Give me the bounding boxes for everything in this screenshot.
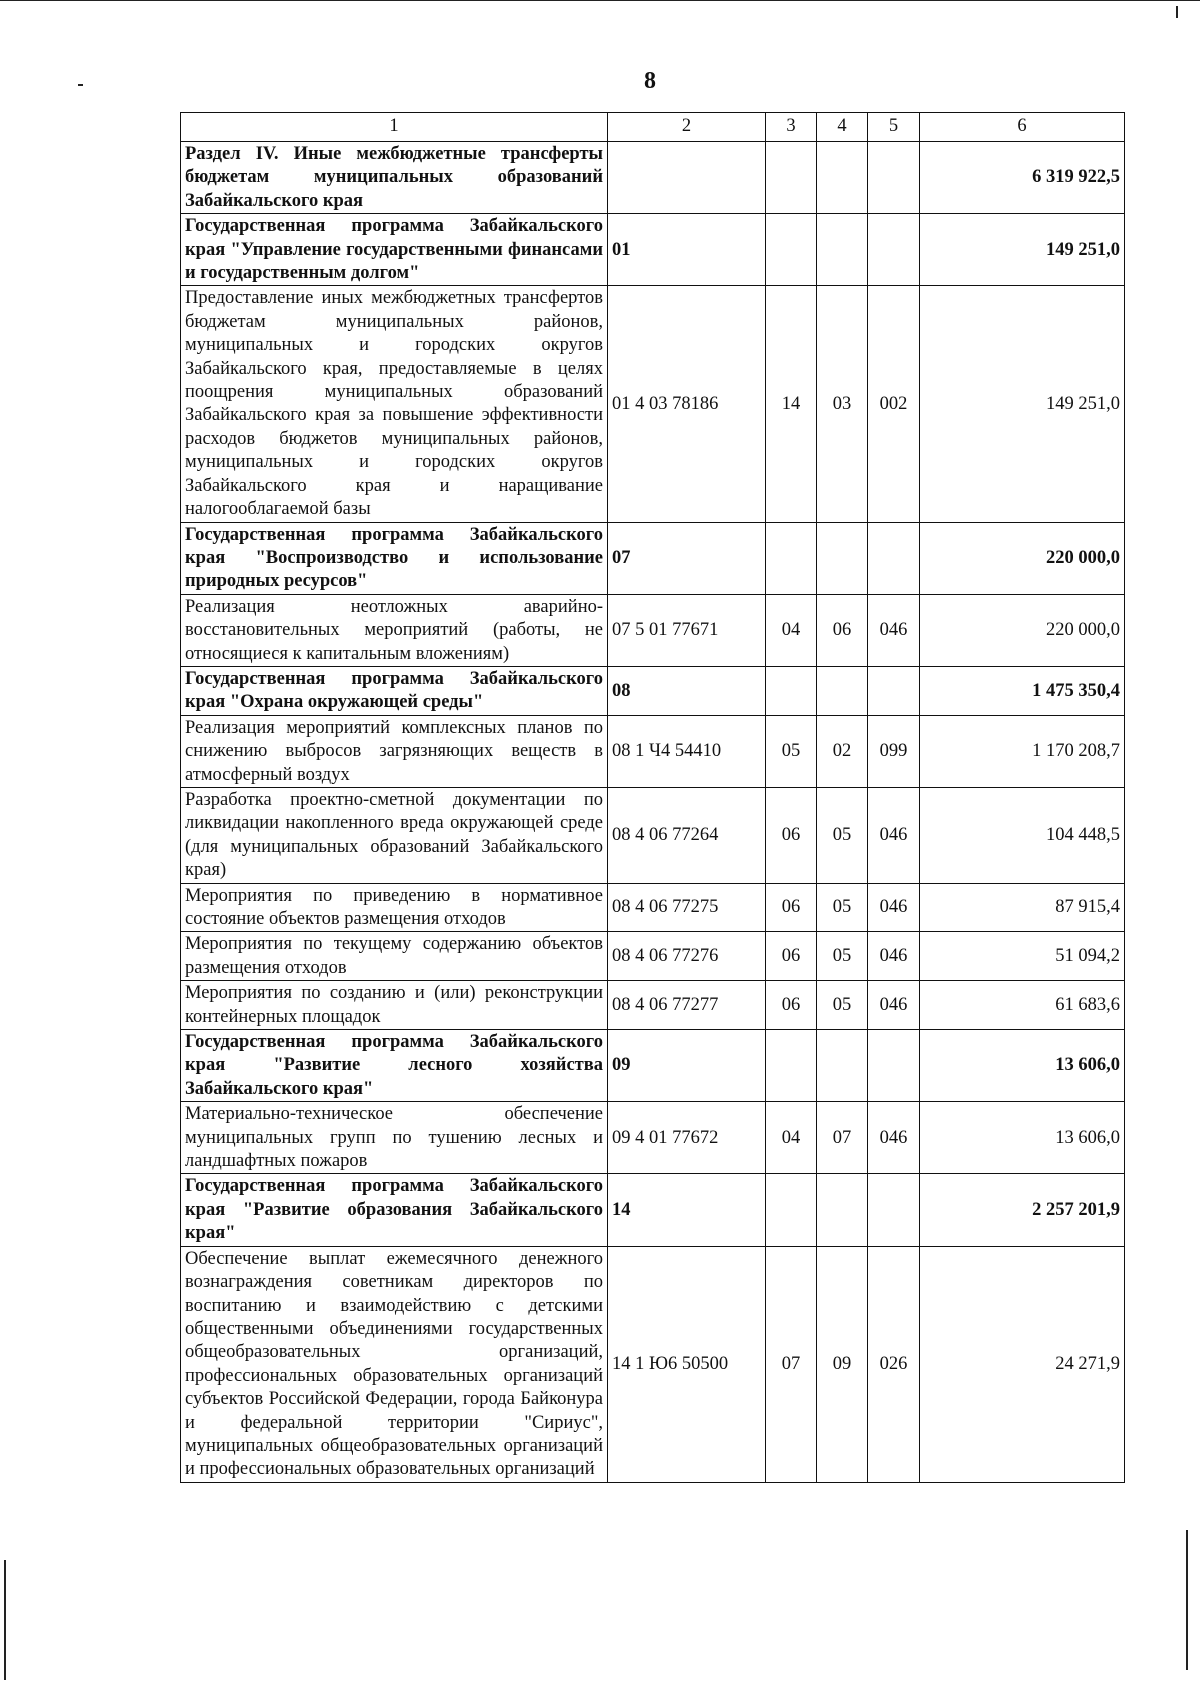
table-row <box>181 883 1125 932</box>
row-col3-cell <box>766 1174 817 1246</box>
scan-mark <box>78 84 83 86</box>
table-row <box>181 214 1125 286</box>
row-sum-cell: 1 475 350,4 <box>920 666 1125 715</box>
row-sum-cell: 2 257 201,9 <box>920 1174 1125 1246</box>
row-col5-cell <box>868 666 920 715</box>
row-col3-cell <box>766 214 817 286</box>
row-col3-cell: 06 <box>766 981 817 1030</box>
table-row <box>181 1030 1125 1102</box>
row-code-cell: 08 <box>608 666 766 715</box>
row-code-cell: 08 4 06 77276 <box>608 932 766 981</box>
row-code-cell: 08 4 06 77277 <box>608 981 766 1030</box>
scan-mark <box>1186 1530 1188 1670</box>
row-code-cell: 14 1 Ю6 50500 <box>608 1246 766 1482</box>
row-name-cell: Обеспечение выплат ежемесячного денежного вознаграждения советникам директоров по воспитанию и взаимодействию с детскими общественными объединениями государственных общеобразовательных организаций, профессиональных образовательных организаций субъектов Российской Федерации, города Байконура и федеральной территории "Сириус", муниципальных общеобразовательных организаций и профессиональных образовательных организаций <box>181 1246 608 1482</box>
table-row <box>181 666 1125 715</box>
row-code-cell: 07 <box>608 522 766 594</box>
row-code-cell: 14 <box>608 1174 766 1246</box>
row-col3-cell: 04 <box>766 1102 817 1174</box>
row-col4-cell: 02 <box>817 715 868 787</box>
row-sum-cell: 149 251,0 <box>920 214 1125 286</box>
row-col4-cell: 09 <box>817 1246 868 1482</box>
row-col5-cell: 046 <box>868 787 920 883</box>
row-col3-cell: 06 <box>766 883 817 932</box>
row-col5-cell: 046 <box>868 1102 920 1174</box>
row-code-cell: 01 4 03 78186 <box>608 286 766 522</box>
row-col5-cell <box>868 142 920 214</box>
row-code-cell: 08 4 06 77275 <box>608 883 766 932</box>
budget-table <box>180 112 1125 1483</box>
row-name-cell: Разработка проектно-сметной документации по ликвидации накопленного вреда окружающей среде (для муниципальных образований Забайкальского края) <box>181 787 608 883</box>
table-row <box>181 594 1125 666</box>
row-col5-cell <box>868 522 920 594</box>
table-row <box>181 981 1125 1030</box>
row-col4-cell <box>817 1030 868 1102</box>
row-col3-cell: 07 <box>766 1246 817 1482</box>
row-code-cell: 08 4 06 77264 <box>608 787 766 883</box>
row-col3-cell: 14 <box>766 286 817 522</box>
row-sum-cell: 13 606,0 <box>920 1102 1125 1174</box>
row-col5-cell: 046 <box>868 932 920 981</box>
row-code-cell: 07 5 01 77671 <box>608 594 766 666</box>
row-name-cell: Государственная программа Забайкальского края "Управление государственными финансами и государственным долгом" <box>181 214 608 286</box>
row-sum-cell: 149 251,0 <box>920 286 1125 522</box>
row-code-cell <box>608 142 766 214</box>
row-sum-cell: 6 319 922,5 <box>920 142 1125 214</box>
row-name-cell: Государственная программа Забайкальского края "Развитие образования Забайкальского края" <box>181 1174 608 1246</box>
scan-mark <box>0 0 1200 1</box>
row-col3-cell <box>766 142 817 214</box>
header-cell: 4 <box>817 113 868 142</box>
row-sum-cell: 104 448,5 <box>920 787 1125 883</box>
table-row <box>181 1246 1125 1482</box>
row-col3-cell <box>766 666 817 715</box>
row-col4-cell: 05 <box>817 932 868 981</box>
table-row <box>181 286 1125 522</box>
row-name-cell: Государственная программа Забайкальского края "Охрана окружающей среды" <box>181 666 608 715</box>
row-col4-cell: 05 <box>817 981 868 1030</box>
row-name-cell: Предоставление иных межбюджетных трансфертов бюджетам муниципальных районов, муниципальных и городских округов Забайкальского края, предоставляемые в целях поощрения муниципальных образований Забайкальского края за повышение эффективности расходов бюджетов муниципальных районов, муниципальных и городских округов Забайкальского края и наращивание налогооблагаемой базы <box>181 286 608 522</box>
row-name-cell: Материально-техническое обеспечение муниципальных групп по тушению лесных и ландшафтных пожаров <box>181 1102 608 1174</box>
row-col3-cell <box>766 1030 817 1102</box>
table-row <box>181 715 1125 787</box>
row-col3-cell: 06 <box>766 932 817 981</box>
table-row <box>181 932 1125 981</box>
row-col4-cell: 07 <box>817 1102 868 1174</box>
row-name-cell: Мероприятия по созданию и (или) реконструкции контейнерных площадок <box>181 981 608 1030</box>
table-row <box>181 1102 1125 1174</box>
header-cell: 2 <box>608 113 766 142</box>
row-col4-cell: 06 <box>817 594 868 666</box>
row-col4-cell: 05 <box>817 787 868 883</box>
row-col4-cell <box>817 214 868 286</box>
table-row <box>181 787 1125 883</box>
row-name-cell: Мероприятия по приведению в нормативное состояние объектов размещения отходов <box>181 883 608 932</box>
row-sum-cell: 220 000,0 <box>920 594 1125 666</box>
table-row <box>181 522 1125 594</box>
row-col5-cell <box>868 1174 920 1246</box>
header-cell: 6 <box>920 113 1125 142</box>
row-name-cell: Раздел IV. Иные межбюджетные трансферты бюджетам муниципальных образований Забайкальского края <box>181 142 608 214</box>
header-cell: 3 <box>766 113 817 142</box>
header-cell: 5 <box>868 113 920 142</box>
row-sum-cell: 87 915,4 <box>920 883 1125 932</box>
row-col5-cell: 046 <box>868 594 920 666</box>
scan-mark <box>4 1560 6 1680</box>
row-col5-cell: 099 <box>868 715 920 787</box>
row-col4-cell: 03 <box>817 286 868 522</box>
row-col3-cell: 06 <box>766 787 817 883</box>
row-code-cell: 01 <box>608 214 766 286</box>
row-code-cell: 09 <box>608 1030 766 1102</box>
row-name-cell: Мероприятия по текущему содержанию объектов размещения отходов <box>181 932 608 981</box>
row-name-cell: Реализация мероприятий комплексных планов по снижению выбросов загрязняющих веществ в атмосферный воздух <box>181 715 608 787</box>
row-sum-cell: 13 606,0 <box>920 1030 1125 1102</box>
table-row <box>181 1174 1125 1246</box>
row-col3-cell <box>766 522 817 594</box>
row-col5-cell: 046 <box>868 981 920 1030</box>
row-name-cell: Реализация неотложных аварийно-восстановительных мероприятий (работы, не относящиеся к капитальным вложениям) <box>181 594 608 666</box>
row-col4-cell <box>817 142 868 214</box>
row-code-cell: 09 4 01 77672 <box>608 1102 766 1174</box>
row-sum-cell: 1 170 208,7 <box>920 715 1125 787</box>
row-col4-cell <box>817 1174 868 1246</box>
row-col5-cell: 046 <box>868 883 920 932</box>
row-col4-cell <box>817 522 868 594</box>
table-header-row <box>181 113 1125 142</box>
row-col4-cell <box>817 666 868 715</box>
header-cell: 1 <box>181 113 608 142</box>
row-sum-cell: 61 683,6 <box>920 981 1125 1030</box>
row-col3-cell: 04 <box>766 594 817 666</box>
row-col5-cell: 026 <box>868 1246 920 1482</box>
row-code-cell: 08 1 Ч4 54410 <box>608 715 766 787</box>
row-col5-cell <box>868 214 920 286</box>
row-sum-cell: 51 094,2 <box>920 932 1125 981</box>
row-col3-cell: 05 <box>766 715 817 787</box>
row-col5-cell <box>868 1030 920 1102</box>
row-col5-cell: 002 <box>868 286 920 522</box>
scan-mark <box>1176 6 1178 18</box>
page-number: 8 <box>644 68 656 94</box>
row-name-cell: Государственная программа Забайкальского края "Воспроизводство и использование природных ресурсов" <box>181 522 608 594</box>
row-name-cell: Государственная программа Забайкальского края "Развитие лесного хозяйства Забайкальского края" <box>181 1030 608 1102</box>
table-row <box>181 142 1125 214</box>
row-col4-cell: 05 <box>817 883 868 932</box>
row-sum-cell: 220 000,0 <box>920 522 1125 594</box>
row-sum-cell: 24 271,9 <box>920 1246 1125 1482</box>
